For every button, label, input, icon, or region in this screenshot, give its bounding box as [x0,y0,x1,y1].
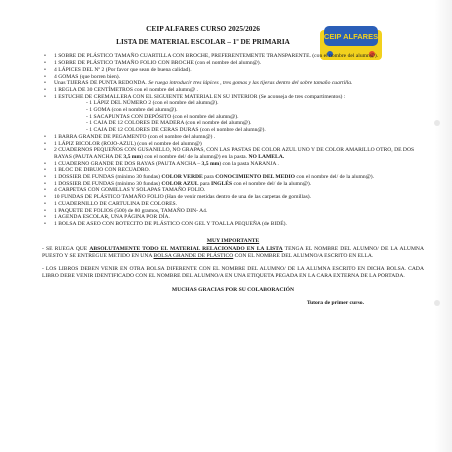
list-item: • 1 CUADERNILLO DE CARTULINA DE COLORES. [42,201,424,208]
thanks-line: MUCHAS GRACIAS POR SU COLABORACIÓN [171,287,295,294]
important-paragraph-books: - LOS LIBROS DEBEN VENIR EN OTRA BOLSA DIFERENTE CON EL NOMBRE DEL ALUMNO/ DE LA ALUMNA ESCRITO EN DICHA BOLSA. CADA LIBRO DEBE VENIR IDENTIFICADO CON EL NOMBRE DEL ALUMNO/A EN UNA ETIQUETA PEGADA EN LA CARA EXTERNA DE LA PORTADA. [42,265,424,279]
list-item: • 4 CARPETAS CON GOMILLAS Y SOLAPAS TAMAÑO FOLIO. [42,187,424,194]
document-subtitle: LISTA DE MATERIAL ESCOLAR – 1º DE PRIMARIA [116,37,290,46]
list-item: • 1 DOSSIER DE FUNDAS (mínimo 30 fundas) COLOR AZUL para INGLÉS con el nombre del/ de la alumn@). [42,181,424,188]
list-item: • 1 ESTUCHE DE CREMALLERA CON EL SIGUIENTE MATERIAL EN SU INTERIOR (Se aconseja de tres compartimentos) : - 1 LÁPIZ DEL NÚMERO 2 (con el nombre del alumn@). - 1 GOMA (con el nombre del alumn@). - 1 SACAPUNTAS CON DEPÓSITO (con el nombre del alumn@). - 1 CAJA DE 12 COLORES DE MADERA (con el nombre del alumn@). - 1 CAJA DE 12 COLORES DE CERAS DURAS (con el nombre del alumn@). [42,94,424,134]
material-list [42,53,424,227]
sub-item: - 1 GOMA (con el nombre del alumn@). [86,107,178,114]
sub-item: - 1 SACAPUNTAS CON DEPÓSITO (con el nombre del alumn@). [86,113,239,120]
list-item: • 1 AGENDA ESCOLAR, UNA PÁGINA POR DÍA. [42,214,424,221]
sub-item: - 1 CAJA DE 12 COLORES DE CERAS DURAS (con el nombre del alumn@). [86,127,266,134]
list-item: • 1 REGLA DE 30 CENTÍMETROS con el nombre del alumn@ . [42,87,424,94]
important-heading: MUY IMPORTANTE [206,237,260,244]
important-paragraph-materials: - SE RUEGA QUE ABSOLUTAMENTE TODO EL MATERIAL RELACIONADO EN LA LISTA TENGA EL NOMBRE DEL ALUMNO/ DE LA ALUMNA PUESTO Y SE ENTREGUE METIDO EN UNA BOLSA GRANDE DE PLÁSTICO CON EL NOMBRE DEL ALUMNO/A ESCRITO EN ELLA. [42,246,424,260]
document-title: CEIP ALFARES CURSO 2025/2026 [146,24,260,33]
punch-hole [434,120,440,126]
list-item: • 4 GOMAS (que borren bien). [42,74,424,81]
list-item: • 10 FUNDAS DE PLÁSTICO TAMAÑO FOLIO (Han de venir metidas dentro de una de las carpetas de gomillas). [42,194,424,201]
list-item: • 4 LÁPICES DEL Nº 2 (Por favor que sean de buena calidad). [42,67,424,74]
list-item: • 1 SOBRE DE PLÁSTICO TAMAÑO CUARTILLA CON BROCHE, PREFERENTEMENTE TRANSPARENTE. (con el nombre del alumn@). [42,53,424,60]
list-item: • 1 BLOC DE DIBUJO CON RECUADRO. [42,167,424,174]
list-item: • 1 DOSSIER DE FUNDAS (mínimo 30 fundas) COLOR VERDE para CONOCIMIENTO DEL MEDIO con el nombre del/ de la alumn@). [42,174,424,181]
punch-hole [434,300,440,306]
sub-item: - 1 CAJA DE 12 COLORES DE MADERA (con el nombre del alumn@). [86,120,252,127]
signature-line: Tutora de primer curso. [306,299,364,306]
list-item: • 1 BOLSA DE ASEO CON BOTECITO DE PLÁSTICO CON GEL Y TOALLA PEQUEÑA (de BIDÉ). [42,221,424,228]
logo-text: CEIP ALFARES [323,32,379,41]
scan-shadow [434,0,452,452]
list-item: • 1 PAQUETE DE FOLIOS (500) de 80 gramos, TAMAÑO DIN- A4. [42,208,424,215]
sub-item: - 1 LÁPIZ DEL NÚMERO 2 (con el nombre del alumn@). [86,100,219,107]
list-item: • Unas TIJERAS DE PUNTA REDONDA. Se ruega introducir tres lápices , tres gomas y las tijeras dentro del sobre tamaño cuartilla. [42,80,424,87]
list-item: • 1 CUADERNO GRANDE DE DOS RAYAS (PAUTA ANCHA – 3,5 mm) con la pasta NARANJA . [42,161,424,168]
list-item: • 2 CUADERNOS PEQUEÑOS CON GUSANILLO, NO GRAPAS, CON LAS PASTAS DE COLOR AZUL UNO Y DE COLOR AMARILLO OTRO, DE DOS RAYAS (PAUTA ANCHA DE 3,5 mm) con el nombre del/ de la alumn@) en la pasta. NO LAMELA. [42,147,424,160]
list-item: • 1 SOBRE DE PLÁSTICO TAMAÑO FOLIO CON BROCHE (con el nombre del alumn@). [42,60,424,67]
list-item: • 1 LÁPIZ BICOLOR (ROJO-AZUL) (con el nombre del alumn@) [42,141,424,148]
list-item: • 1 BARRA GRANDE DE PEGAMENTO (con el nombre del alumn@) . [42,134,424,141]
pencil-case-sublist [54,100,424,134]
